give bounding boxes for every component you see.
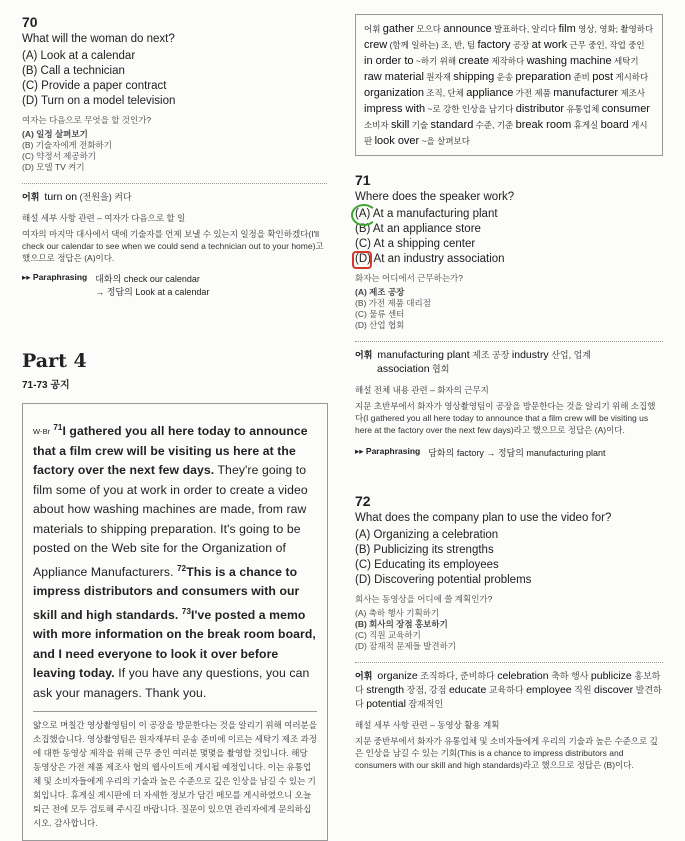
vocab-meaning: 근무 중인, 작업 중인 <box>567 40 645 50</box>
vocab-meaning: 소비자 <box>364 120 391 130</box>
vocab-term: standard <box>430 119 474 131</box>
vocab-term: consumer <box>601 103 650 115</box>
vocab-meaning: 운송 <box>494 72 516 82</box>
q72-expl-body: 지문 중반부에서 화자가 유통업체 및 소비자들에게 우리의 기술과 높은 수준으로 깊은 인상을 남길 수 있는 기회(This is a chance to impress distributors and consumers with our skill and high standards)라고 했으므로 정답은 (B)이다. <box>355 736 658 770</box>
vocab-term: association <box>377 363 430 375</box>
q70-paraphrasing <box>22 272 327 298</box>
vocab-meaning: 제작하다 <box>489 56 527 66</box>
vocab-term: organization <box>364 87 424 99</box>
script-sentence-2: They're going to film some of you at work in order to create a video about how washing machines are made, from raw materials to shipping preparation. It's going to be posted on the Web site for the Organization of Appliance Manufacturers. <box>33 463 308 579</box>
q71-paraphrasing <box>355 446 663 459</box>
q71-option-a-text: (A) At a manufacturing plant <box>355 208 498 220</box>
ref-73: 73 <box>181 606 192 616</box>
vocab-term: create <box>458 55 490 67</box>
vocab-meaning: (함께 일하는) 조, 반, 팀 <box>387 40 478 50</box>
q70-question: What will the woman do next? <box>22 33 175 45</box>
vocab-meaning: 어휘 <box>364 24 383 34</box>
q70-expl-body: 여자의 마지막 대사에서 댁에 기술자를 언제 보낼 수 있는지 일정을 확인하겠다(I'll check our calendar to see when we could send a technician out to your home)고 했으므로 정답은 (A)이다. <box>22 229 324 263</box>
right-column <box>355 0 663 771</box>
q72-option-d: (D) Discovering potential problems <box>355 574 532 586</box>
vocab-meaning: 산업, 업계 <box>548 350 591 360</box>
vocab-term: look over <box>374 135 420 147</box>
q72-option-b: (B) Publicizing its strengths <box>355 544 494 556</box>
vocab-term: educate <box>448 684 487 696</box>
vocab-label: 어휘 <box>22 192 40 202</box>
vocab-meaning: 모으다 <box>414 24 444 34</box>
vocab-meaning: 기술 <box>409 120 431 130</box>
part-subtitle: 71-73 공지 <box>22 380 70 391</box>
vocab-meaning: 원자재 <box>423 72 454 82</box>
vocab-term: employee <box>526 684 572 696</box>
q70-ko-option-c: (C) 약정서 제공하기 <box>22 151 97 161</box>
divider <box>22 183 327 184</box>
speaker-tag: W-Br <box>33 427 51 437</box>
vocab-meaning: 준비 <box>571 72 593 82</box>
q70-option-d: (D) Turn on a model television <box>22 95 176 107</box>
q71-ko-question: 화자는 어디에서 근무하는가? <box>355 273 463 283</box>
q72-ko-option-c: (C) 직원 교육하기 <box>355 630 421 640</box>
q71-option-d <box>355 252 663 267</box>
q71-ko-option-d: (D) 산업 협회 <box>355 320 405 330</box>
vocab-term: strength <box>366 684 405 696</box>
vocab-term: turn on <box>44 191 78 203</box>
script-sentence-73: I've posted a memo with more information on the break room board, and I need everyone to look it over before leaving today. <box>33 607 316 681</box>
vocab-label: 어휘 <box>355 671 378 681</box>
q71-option-c: (C) At a shipping center <box>355 238 476 250</box>
q71-vocab <box>355 348 663 376</box>
vocab-term: board <box>600 119 629 131</box>
vocab-meaning: ~을 살펴보다 <box>419 136 470 146</box>
vocab-term: industry <box>511 349 549 361</box>
q71-expl-body: 지문 초반부에서 화자가 영상촬영팀이 공장을 방문한다는 것을 알리기 위해 소집했다(I gathered you all here today to announce that a film crew will be visiting us here at the factory over the next few days)라고 했으므로 정답은 (A)이다. <box>355 401 656 435</box>
q71-options <box>355 207 663 267</box>
vocab-meaning: 가전 제품 <box>513 88 554 98</box>
vocab-term: publicize <box>590 670 632 682</box>
ref-72: 72 <box>177 563 187 573</box>
q72-ko-option-b: (B) 회사의 장점 홍보하기 <box>355 619 448 629</box>
vocab-term: celebration <box>497 670 549 682</box>
q71-question: Where does the speaker work? <box>355 191 515 203</box>
paraphrasing-label: ▸▸ Paraphrasing <box>355 446 421 456</box>
vocab-meaning: 장점, 강점 <box>404 685 449 695</box>
q70-ko-option-a: (A) 일정 살펴보기 <box>22 129 88 139</box>
vocab-term: film <box>558 23 576 35</box>
vocab-term: in order to <box>364 55 414 67</box>
q70-vocab <box>22 190 327 204</box>
vocab-term: manufacturer <box>553 87 619 99</box>
listening-script <box>22 403 328 841</box>
q70-option-c: (C) Provide a paper contract <box>22 80 167 92</box>
paraphrasing-line-2: → 정답의 Look at a calendar <box>95 287 210 297</box>
q72-options <box>355 528 663 588</box>
vocab-term: post <box>592 71 614 83</box>
q70-option-a: (A) Look at a calendar <box>22 50 136 62</box>
q70-expl-head: 해설 세부 사항 관련 – 여자가 다음으로 할 일 <box>22 213 186 223</box>
divider <box>355 341 663 342</box>
vocab-term: skill <box>391 119 410 131</box>
vocab-meaning: 게시판 <box>364 120 648 146</box>
vocab-term: gather <box>382 23 414 35</box>
vocab-term: shipping <box>453 71 495 83</box>
q70-ko-options <box>22 129 327 173</box>
q70-options <box>22 49 327 109</box>
q71-number: 71 <box>355 172 371 188</box>
vocab-term: impress with <box>364 103 426 115</box>
vocab-meaning: 공장 <box>510 40 532 50</box>
q71-option-a <box>355 207 663 222</box>
q71-ko-option-b: (B) 가전 제품 대리점 <box>355 298 431 308</box>
q71-option-d-text: (D) At an industry association <box>355 253 505 265</box>
green-circle-mark <box>351 204 377 226</box>
vocab-meaning: 휴게실 <box>571 120 601 130</box>
vocab-meaning: 조직, 단체 <box>423 88 467 98</box>
q71-ko-option-c: (C) 물류 센터 <box>355 309 405 319</box>
q72-ko-option-a: (A) 축하 행사 기획하기 <box>355 608 440 618</box>
vocab-meaning: 협회 <box>429 364 450 374</box>
divider <box>355 662 663 663</box>
vocab-meaning: 발표하다, 알리다 <box>491 24 559 34</box>
q72-vocab <box>355 669 663 711</box>
red-circle-mark <box>352 251 372 269</box>
vocab-box <box>355 14 663 156</box>
script-sentence-72: This is a chance to impress distributors and consumers with our skill and high standards. <box>33 564 300 622</box>
vocab-meaning: 잠재적인 <box>405 699 444 709</box>
q72-question: What does the company plan to use the video for? <box>355 512 612 524</box>
vocab-term: preparation <box>515 71 572 83</box>
script-translation: 얇으로 며칠간 영상촬영팀이 이 공장을 방문한다는 것을 알리기 위해 여러분을 소집했습니다. 영상촬영팀은 원자재부터 운송 준비에 이르는 세탁기 제조 과정에 대한 동영상 제작을 위해 근무 중인 여러분 몇몇을 촬영할 것입니다. 해당 동영상은 가전 제품 제조사 협의 웹사이트에 게시될 예정입니다. 이는 유통업체 및 소비자들에게 우리의 기술과 높은 수준으로 깊은 인상을 남길 수 있는 기회입니다. 휴게실 게시판에 더 자세한 정보가 담긴 메모를 게시하였으니 오늘 퇴근 전에 모두 검토해 주시길 바랍니다. 질문이 있으면 관리자에게 문의하십시오. 감사합니다. <box>33 711 317 830</box>
vocab-meaning: 발견하다 <box>355 685 662 709</box>
vocab-meaning: ~하기 위해 <box>413 56 459 66</box>
paraphrasing-text: 담화의 factory → 정답의 manufacturing plant <box>428 448 606 458</box>
vocab-meaning: 축하 행사 <box>548 671 591 681</box>
q72-ko-question: 회사는 동영상을 어디에 쓸 계획인가? <box>355 594 493 604</box>
vocab-label: 어휘 <box>355 350 373 360</box>
ref-71: 71 <box>53 423 63 432</box>
vocab-meaning: 유통업체 <box>564 104 602 114</box>
script-text <box>33 418 317 703</box>
vocab-term: potential <box>366 698 406 710</box>
vocab-meaning: 수준, 기준 <box>473 120 516 130</box>
q72-expl-head: 해설 세부 사항 관련 – 동영상 활용 계획 <box>355 720 500 730</box>
q72-number: 72 <box>355 493 371 509</box>
vocab-meaning: 게시하다 <box>613 72 649 82</box>
vocab-meaning: 영상, 영화; 촬영하다 <box>575 24 654 34</box>
vocab-term: crew <box>364 39 388 51</box>
vocab-term: washing machine <box>526 55 612 67</box>
vocab-term: organize <box>377 670 418 682</box>
vocab-meaning: 직원 <box>571 685 595 695</box>
left-column <box>22 0 327 841</box>
vocab-meaning: 세탁기 <box>611 56 639 66</box>
vocab-meaning: 제조사 <box>618 88 646 98</box>
script-sentence-5: If you have any questions, you can ask your managers. Thank you. <box>33 666 310 700</box>
script-sentence-71: I gathered you all here today to announce that a film crew will be visiting us here at the factory over the next few days. <box>33 424 308 478</box>
vocab-term: distributor <box>515 103 565 115</box>
q72-option-c: (C) Educating its employees <box>355 559 499 571</box>
vocab-term: manufacturing plant <box>377 349 470 361</box>
vocab-meaning: 조직하다, 준비하다 <box>417 671 498 681</box>
q70-option-b: (B) Call a technician <box>22 65 125 77</box>
q70-ko-question: 여자는 다음으로 무엇을 할 것인가? <box>22 115 152 125</box>
vocab-meaning: 교육하다 <box>486 685 527 695</box>
part-title: Part 4 <box>22 350 87 372</box>
paraphrasing-label: ▸▸ Paraphrasing <box>22 272 88 282</box>
vocab-term: raw material <box>364 71 424 83</box>
vocab-meaning: ~로 강한 인상을 남기다 <box>425 104 516 114</box>
q72-ko-options <box>355 608 663 652</box>
q70-ko-option-d: (D) 모델 TV 켜기 <box>22 162 85 172</box>
q71-expl-head: 해설 전체 내용 관련 – 화자의 근무지 <box>355 385 489 395</box>
q71-option-b: (B) At an appliance store <box>355 223 481 235</box>
vocab-term: appliance <box>466 87 514 99</box>
vocab-term: discover <box>594 684 634 696</box>
vocab-meaning: 제조 공장 <box>469 350 512 360</box>
vocab-term: break room <box>515 119 572 131</box>
vocab-term: factory <box>477 39 511 51</box>
vocab-term: announce <box>443 23 492 35</box>
q71-ko-options <box>355 287 663 331</box>
q72-option-a: (A) Organizing a celebration <box>355 529 499 541</box>
vocab-meaning: (전원을) 켜다 <box>79 192 132 202</box>
paraphrasing-line-1: 대화의 check our calendar <box>95 274 200 284</box>
q70-ko-option-b: (B) 기술자에게 전화하기 <box>22 140 112 150</box>
q70-number: 70 <box>22 14 38 30</box>
q71-ko-option-a: (A) 제조 공장 <box>355 287 405 297</box>
vocab-term: at work <box>531 39 568 51</box>
q72-ko-option-d: (D) 잠재적 문제들 발견하기 <box>355 641 456 651</box>
vocab-meaning: 홍보하다 <box>355 671 661 695</box>
